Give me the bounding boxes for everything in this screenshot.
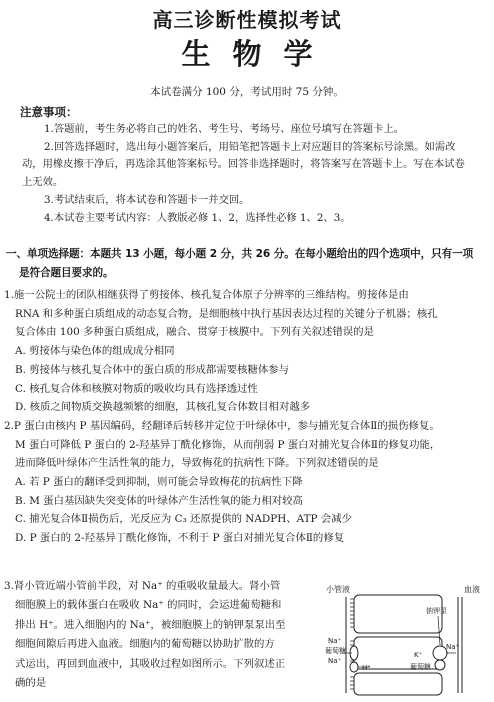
notice-heading: 注意事项： bbox=[20, 105, 78, 119]
na-label-bottom: Na⁺ bbox=[328, 657, 342, 665]
question-stem-line: P 蛋白由核内 P 基因编码，经翻译后转移并定位于叶绿体中，参与捕光复合体Ⅱ的损伤修复。 bbox=[13, 419, 440, 432]
option-c: C. 捕光复合体Ⅱ损伤后，光反应为 C₃ 还原提供的 NADPH、ATP 会减少 bbox=[15, 513, 353, 526]
question-stem-line: RNA 和多种蛋白质组成的动态复合物，是细胞核中执行基因表达过程的关键分子机器；核孔 bbox=[15, 307, 438, 320]
question-stem-line: M 蛋白可降低 P 蛋白的 2-羟基异丁酰化修饰，从而削弱 P 蛋白对捕光复合体Ⅱ的修复功能， bbox=[15, 438, 441, 451]
k-label: K⁺ bbox=[414, 651, 423, 659]
notice-item-4: 4.本试卷主要考试内容：人教版必修 1、2，选择性必修 1、2、3。 bbox=[44, 211, 351, 224]
renal-tubule-transport-diagram bbox=[324, 583, 490, 699]
question-stem-line: 复合体由 100 多种蛋白质组成，融合、贯穿于核膜中。下列有关叙述错误的是 bbox=[15, 326, 374, 339]
question-stem-line: 施一公院士的团队相继获得了剪接体、核孔复合体原子分辨率的三维结构。剪接体是由 bbox=[13, 289, 409, 301]
exam-info: 本试卷满分 100 分，考试用时 75 分钟。 bbox=[150, 86, 344, 98]
glucose-label-right: 葡萄糖 bbox=[410, 663, 431, 671]
question-list bbox=[4, 286, 490, 548]
question-stem-line: 细胞膜上的载体蛋白在吸收 Na⁺ 的同时，会运进葡萄糖和 bbox=[15, 599, 282, 612]
question-2 bbox=[4, 417, 490, 548]
question-number: 2. bbox=[4, 419, 14, 432]
section-heading-line2: 是符合题目要求的。 bbox=[19, 267, 114, 279]
question-stem-line: 排出 H⁺。进入细胞内的 Na⁺，被细胞膜上的钠钾泵泵出至 bbox=[15, 618, 286, 631]
question-stem-line: 确的是 bbox=[15, 677, 47, 690]
option-a: A. 若 P 蛋白的翻译受到抑制，则可能会导致梅花的抗病性下降 bbox=[15, 476, 303, 489]
notice-list bbox=[22, 121, 474, 227]
tubule-cell-bottom bbox=[350, 673, 442, 695]
glucose-label-left: 葡萄糖 bbox=[325, 647, 346, 655]
exam-title: 高三诊断性模拟考试 bbox=[152, 8, 342, 32]
pump-pointer-line bbox=[438, 616, 440, 645]
pump-label: 钠钾泵 bbox=[426, 607, 447, 615]
h-label: H⁺ bbox=[362, 664, 371, 672]
notice-item-2: 2.回答选择题时，选出每小题答案后，用铅笔把答题卡上对应题目的答案标号涂黑。如需改动，用橡皮擦干净后，再选涂其他答案标号。回答非选择题时，将答案写在答题卡上。写在本试卷上无效。 bbox=[22, 140, 465, 189]
option-d: D. P 蛋白的 2-羟基异丁酰化修饰，不利于 P 蛋白对捕光复合体Ⅱ的修复 bbox=[15, 532, 345, 545]
na-label-right: Na⁺ bbox=[446, 643, 460, 651]
question-number: 1. bbox=[4, 289, 14, 301]
notice-item-3: 3.考试结束后，将本试卷和答题卡一并交回。 bbox=[44, 193, 250, 206]
question-stem-line: 细胞间隙后再进入血液。细胞内的葡萄糖以协助扩散的方 bbox=[15, 638, 275, 651]
h-exchanger bbox=[350, 662, 358, 672]
option-a: A. 剪接体与染色体的组成成分相同 bbox=[15, 345, 175, 358]
sodium-potassium-pump bbox=[433, 646, 447, 660]
question-stem-line: 式运出，再回到血液中，其吸收过程如图所示。下列叙述正 bbox=[15, 657, 286, 670]
option-b: B. M 蛋白基因缺失突变体的叶绿体产生活性氧的能力相对较高 bbox=[15, 494, 303, 507]
subject-title: 生物学 bbox=[181, 37, 335, 71]
question-stem-line: 肾小管近端小管前半段，对 Na⁺ 的重吸收量最大。肾小管 bbox=[13, 580, 281, 592]
option-c: C. 核孔复合体和核膜对物质的吸收均具有选择透过性 bbox=[15, 382, 258, 395]
option-b: B. 剪接体与核孔复合体中的蛋白质的形成都需要核糖体参与 bbox=[15, 363, 290, 376]
section-heading-line1: 一、单项选择题：本题共 13 小题，每小题 2 分，共 26 分。在每小题给出的四个选项中，只有一项 bbox=[6, 248, 474, 260]
notice-item-1: 1.答题前，考生务必将自己的姓名、考生号、考场号、座位号填写在答题卡上。 bbox=[44, 123, 404, 135]
glucose-channel bbox=[435, 660, 445, 670]
tubule-fluid-label: 小管液 bbox=[326, 585, 350, 594]
question-number: 3. bbox=[4, 580, 14, 592]
section-heading bbox=[6, 245, 488, 283]
question-stem-line: 进而降低叶绿体产生活性氧的能力，导致梅花的抗病性下降。下列叙述错误的是 bbox=[15, 457, 379, 470]
question-3 bbox=[4, 577, 320, 693]
question-1 bbox=[4, 286, 490, 417]
option-d: D. 核质之间物质交换越频繁的细胞，其核孔复合体数目相对越多 bbox=[15, 401, 311, 414]
na-label-top: Na⁺ bbox=[328, 637, 342, 645]
blood-label: 血液 bbox=[464, 585, 480, 594]
